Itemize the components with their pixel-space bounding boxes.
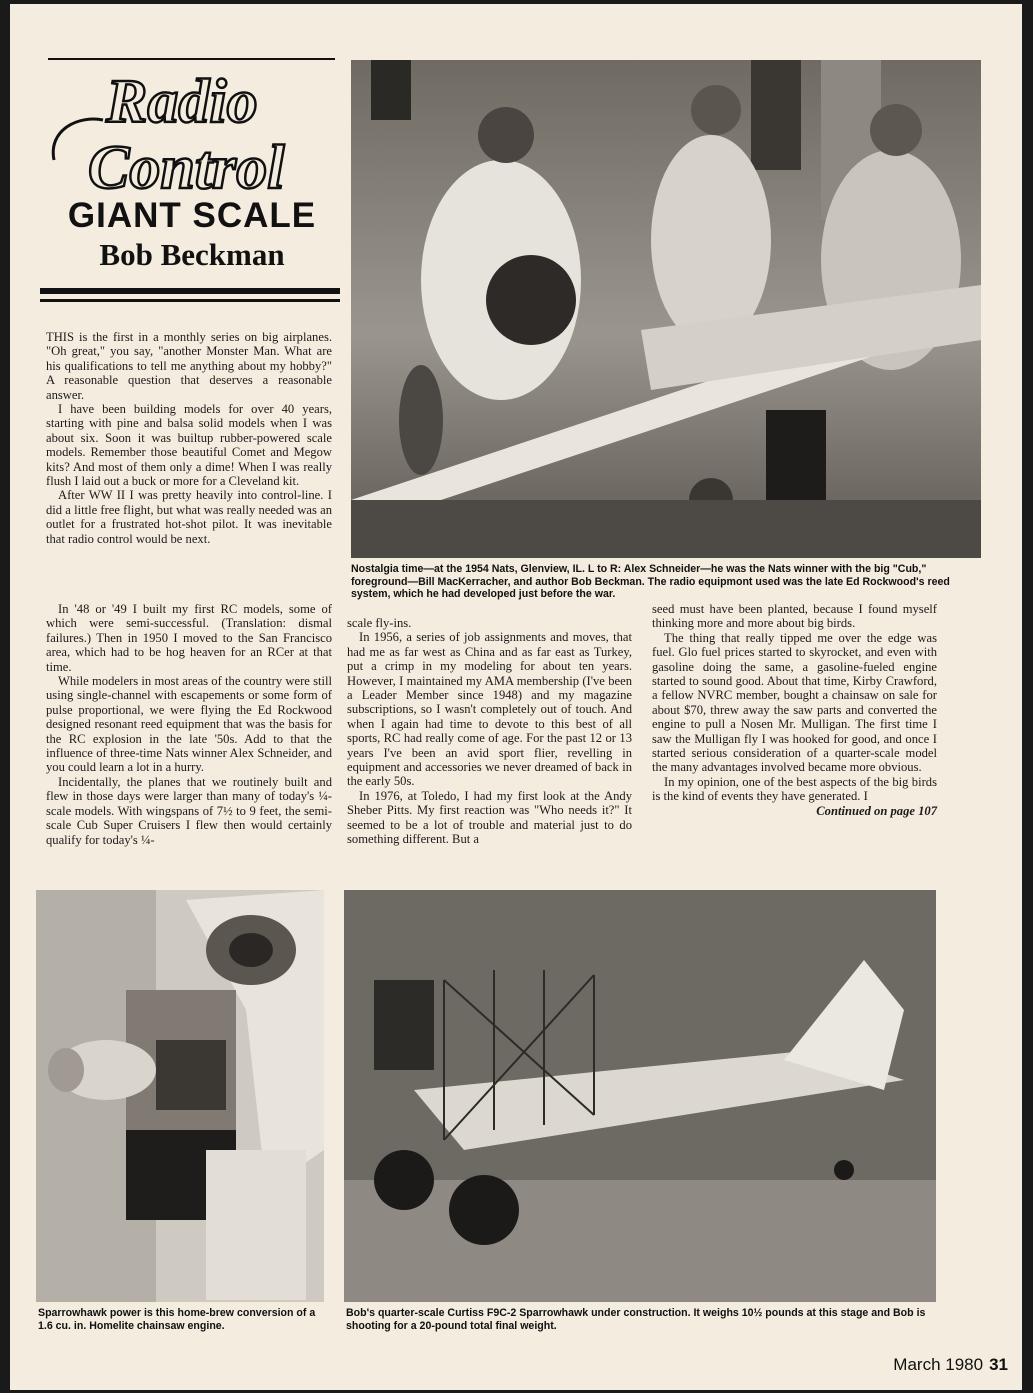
paragraph: THIS is the first in a monthly series on big airplanes. "Oh great," you say, "another Monster Man. What are his qualifications to tell me anything about my hobby?" A reasonable question that deserves a reasonable answer.: [46, 330, 332, 402]
paragraph: Incidentally, the planes that we routinely built and flew in those days were larger than many of today's ¼-scale models. With wingspans of 7½ to 9 feet, the semi-scale Cub Super Cruisers I flew then would certainly qualify for today's ¼-: [46, 774, 332, 847]
radio-control-logo: [48, 60, 348, 200]
article-column-1b: [46, 602, 332, 847]
paragraph: scale fly-ins.: [347, 616, 412, 630]
paragraph: In 1956, a series of job assignments and moves, that had me as far west as China and as far east as Turkey, put a crimp in my modeling for about ten years. However, I maintained my AMA membership (I've been a Leader Member since 1948) and my magazine subscriptions, so I wasn't completely out of touch. And when I again had time to devote to this best of all sports, RC had really come of age. For the past 12 or 13 years I've been an avid sport flier, revelling in equipment and accessories we never dreamed of back in the early 50s.: [347, 630, 632, 789]
sparrowhawk-photo-caption: Bob's quarter-scale Curtiss F9C-2 Sparrowhawk under construction. It weighs 10½ pounds at this stage and Bob is shooting for a 20-pound total final weight.: [346, 1307, 926, 1332]
page-number: 31: [989, 1355, 1008, 1374]
article-column-2: [347, 616, 632, 847]
paragraph: In 1976, at Toledo, I had my first look at the Andy Sheber Pitts. My first reaction was "Who needs it?" It seemed to be a lot of trouble and material just to do something different. But a: [347, 788, 632, 847]
divider-bar-thin: [40, 299, 340, 302]
paragraph: While modelers in most areas of the country were still using single-channel with escapements or some form of pulse proportional, we were flying the Ed Rockwood designed resonant reed equipment that was the basis for the RC explosion in the late '50s. Add to that the influence of three-time Nats winner Alex Schneider, and you could learn a lot in a hurry.: [46, 674, 332, 775]
continued-note: Continued on page 107: [816, 803, 937, 818]
engine-photo: [36, 890, 324, 1302]
top-photo-caption: Nostalgia time—at the 1954 Nats, Glenview, IL. L to R: Alex Schneider—he was the Nats winner with the big "Cub," foreground—Bill MacKerracher, and author Bob Beckman. The radio equipmont used was the late Ed Rockwood's reed system, which he had developed just before the war.: [351, 563, 950, 601]
paragraph: I have been building models for over 40 years, starting with pine and balsa solid models when I was about six. Soon it was builtup rubber-powered scale models. Remember those beautiful Comet and Megow kits? And most of them only a dime! When I was really flush I laid out a buck or more for a Cleveland kit.: [46, 402, 332, 489]
paragraph: In '48 or '49 I built my first RC models, some of which were semi-successful. (Translation: dismal failures.) Then in 1950 I moved to the San Francisco area, which had to be hog heaven for an RCer at that time.: [46, 602, 332, 674]
magazine-page: [10, 4, 1022, 1390]
divider-bar: [40, 288, 340, 294]
author-byline: Bob Beckman: [99, 237, 285, 272]
paragraph: The thing that really tipped me over the edge was fuel. Glo fuel prices started to skyrocket, and even with gasoline doing the same, a gasoline-fueled engine started to sound good. About that time, Kirby Crawford, a fellow NVRC member, bought a chainsaw on sale for about $70, threw away the saw parts and converted the engine to pull a Nosen Mr. Mulligan. The first time I saw the Mulligan fly I was hooked for good, and once I started serious consideration of a quarter-scale model the many advantages involved became more obvious.: [652, 630, 937, 775]
article-column-3: [652, 602, 937, 818]
nats-1954-photo: [351, 60, 981, 558]
article-column-1a: [46, 330, 332, 546]
issue-date: March 1980: [893, 1355, 984, 1374]
logo-word-radio: Radio: [106, 68, 258, 136]
paragraph: In my opinion, one of the best aspects of the big birds is the kind of events they have generated. I: [652, 774, 937, 804]
sparrowhawk-photo: [344, 890, 936, 1302]
engine-photo-caption: Sparrowhawk power is this home-brew conversion of a 1.6 cu. in. Homelite chainsaw engine.: [38, 1307, 316, 1332]
section-title: GIANT SCALE: [67, 196, 317, 235]
paragraph: seed must have been planted, because I found myself thinking more and more about big birds.: [652, 602, 937, 631]
logo-word-control: Control: [88, 134, 285, 200]
paragraph: After WW II I was pretty heavily into control-line. I did a little free flight, but what was really needed was an outlet for a frustrated hot-shot pilot. It was inevitable that radio control would be next.: [46, 488, 332, 546]
page-footer: [893, 1355, 1008, 1375]
